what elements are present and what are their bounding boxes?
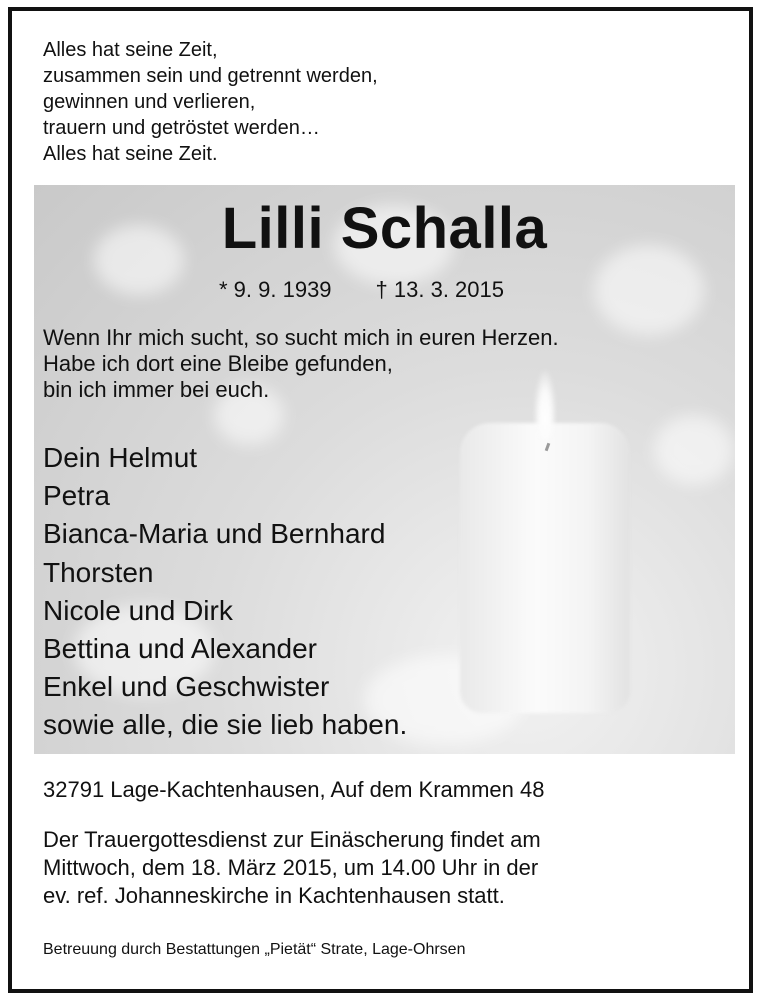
- candle-photo-panel: [34, 185, 735, 754]
- verse-line: Habe ich dort eine Bleibe gefunden,: [43, 351, 393, 376]
- poem-line: trauern und getröstet werden…: [43, 117, 320, 139]
- candle-body: [460, 423, 630, 713]
- mourner-entry: sowie alle, die sie lieb haben.: [43, 709, 408, 741]
- service-line: Der Trauergottesdienst zur Einäscherung findet am: [43, 827, 541, 852]
- funeral-service-notice: [43, 826, 541, 910]
- birth-date: * 9. 9. 1939: [219, 277, 332, 302]
- poem-line: zusammen sein und getrennt werden,: [43, 65, 378, 87]
- mourner-entry: Bianca-Maria und Bernhard: [43, 518, 386, 550]
- service-line: Mittwoch, dem 18. März 2015, um 14.00 Uhr in der: [43, 855, 539, 880]
- mourner-entry: Bettina und Alexander: [43, 633, 317, 665]
- poem-line: gewinnen und verlieren,: [43, 91, 256, 113]
- verse-line: bin ich immer bei euch.: [43, 377, 270, 402]
- deceased-name: Lilli Schalla: [221, 196, 548, 261]
- mourner-entry: Thorsten: [43, 556, 154, 588]
- life-dates: [219, 275, 504, 305]
- family-address: 32791 Lage-Kachtenhausen, Auf dem Krammen 48: [43, 777, 545, 802]
- memorial-verse: [43, 325, 559, 403]
- mourner-entry: Dein Helmut: [43, 442, 198, 473]
- obituary-frame: [8, 7, 753, 993]
- mourner-entry: Petra: [43, 480, 110, 512]
- poem-line: Alles hat seine Zeit,: [43, 39, 218, 61]
- mourners-list: [43, 439, 407, 745]
- opening-poem: [43, 37, 378, 167]
- mourner-entry: Nicole und Dirk: [43, 594, 233, 626]
- verse-line: Wenn Ihr mich sucht, so sucht mich in euren Herzen.: [43, 325, 559, 350]
- poem-line: Alles hat seine Zeit.: [43, 143, 218, 165]
- death-date: † 13. 3. 2015: [375, 277, 504, 302]
- mourner-entry: Enkel und Geschwister: [43, 671, 330, 703]
- service-line: ev. ref. Johanneskirche in Kachtenhausen statt.: [43, 883, 505, 908]
- undertaker-credit: Betreuung durch Bestattungen „Pietät“ Strate, Lage-Ohrsen: [43, 941, 466, 958]
